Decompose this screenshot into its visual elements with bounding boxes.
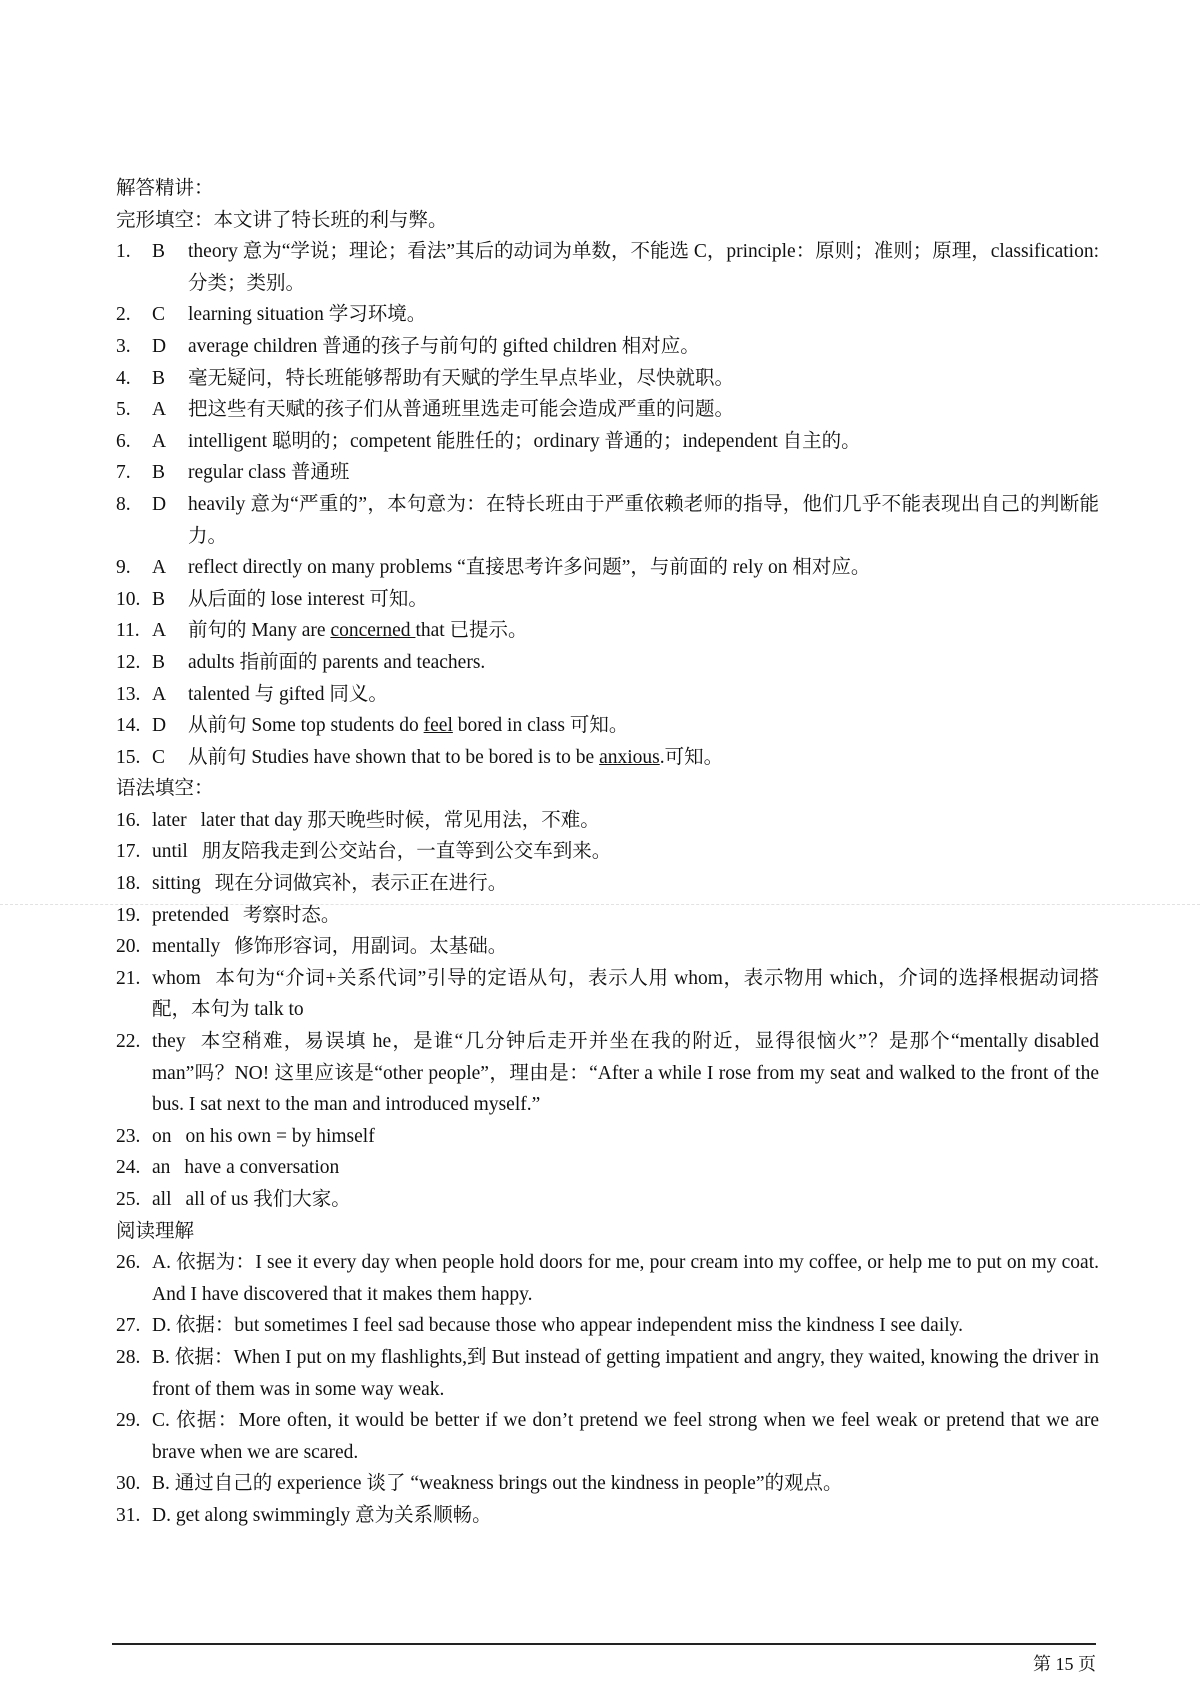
item-answer: D (152, 493, 167, 515)
grammar-item-22 (116, 1026, 1099, 1121)
item-number: 11. (116, 620, 140, 642)
item-explanation: intelligent 聪明的；competent 能胜任的；ordinary 普通的；independent 自主的。 (188, 430, 861, 452)
item-answer: B (152, 651, 166, 673)
cloze-item-2 (116, 299, 1099, 331)
item-number: 4. (116, 367, 131, 389)
item-explanation (188, 742, 1099, 774)
item-explanation (152, 1184, 1099, 1216)
item-explanation (152, 1026, 1099, 1121)
item-explanation: D. get along swimmingly 意为关系顺畅。 (152, 1504, 492, 1526)
item-explanation: 把这些有天赋的孩子们从普通班里选走可能会造成严重的问题。 (188, 399, 735, 421)
item-answer: D (152, 335, 167, 357)
item-answer: on (152, 1125, 172, 1147)
item-explanation (152, 900, 1099, 932)
item-number: 14. (116, 715, 141, 737)
item-number: 30. (116, 1473, 141, 1495)
item-explanation: A. 依据为：I see it every day when people hold doors for me, pour cream into my coffee, or help me to put on my coat. And I have discovered that it makes them happy. (152, 1252, 1099, 1305)
reading-item-26 (116, 1247, 1099, 1310)
item-answer: sitting (152, 873, 201, 895)
item-number: 20. (116, 936, 141, 958)
cloze-heading: 完形填空：本文讲了特长班的利与弊。 (116, 209, 448, 231)
cloze-item-8 (116, 489, 1099, 552)
explanation-text: 本空稍难，易误填 he，是谁“几分钟后走开并坐在我的附近，显得很恼火”？是那个“mentally disabled man”吗？NO! 这里应该是“other people”，理由是：“After a while I rose from my seat and walked to the front of the bus. I sat next to the man and introduced myself.” (152, 1031, 1099, 1116)
item-answer: C (152, 746, 166, 768)
cloze-item-14 (116, 710, 1099, 742)
section-title: 解答精讲： (116, 178, 214, 199)
item-answer: B (152, 367, 166, 389)
item-explanation: heavily 意为“严重的”，本句意为：在特长班由于严重依赖老师的指导，他们几乎不能表现出自己的判断能力。 (188, 493, 1099, 547)
item-answer: A (152, 430, 167, 452)
item-explanation (152, 963, 1099, 1026)
footer-rule (112, 1643, 1096, 1645)
item-answer: later (152, 809, 187, 831)
grammar-item-16 (116, 805, 1099, 837)
item-answer: A (152, 399, 167, 421)
item-explanation (188, 710, 1099, 742)
grammar-item-18 (116, 868, 1099, 900)
reading-item-31 (116, 1500, 1099, 1532)
explanation-text: 现在分词做宾补，表示正在进行。 (214, 873, 508, 895)
explanation-text: have a conversation (184, 1157, 340, 1179)
item-answer: all (152, 1189, 172, 1210)
item-number: 9. (116, 557, 131, 579)
item-answer: pretended (152, 904, 229, 926)
item-explanation: talented 与 gifted 同义。 (188, 683, 388, 705)
item-number: 27. (116, 1315, 141, 1337)
cloze-item-1 (116, 236, 1099, 299)
underlined-word: anxious (599, 746, 660, 768)
item-answer: B (152, 588, 166, 610)
item-number: 29. (116, 1410, 141, 1432)
item-explanation: 毫无疑问，特长班能够帮助有天赋的学生早点毕业，尽快就职。 (188, 367, 735, 389)
grammar-item-25 (116, 1184, 1099, 1216)
item-answer: an (152, 1157, 171, 1179)
item-number: 3. (116, 335, 131, 357)
item-explanation: D. 依据：but sometimes I feel sad because those who appear independent miss the kindness I see daily. (152, 1315, 964, 1337)
item-number: 24. (116, 1157, 141, 1179)
item-number: 12. (116, 651, 141, 673)
reading-list (116, 1247, 1099, 1531)
item-number: 2. (116, 304, 131, 326)
item-number: 17. (116, 841, 141, 863)
item-number: 19. (116, 904, 141, 926)
grammar-item-23 (116, 1121, 1099, 1153)
underlined-word: concerned (330, 620, 416, 642)
item-answer: mentally (152, 936, 221, 958)
cloze-item-11 (116, 615, 1099, 647)
item-explanation: learning situation 学习环境。 (188, 304, 427, 326)
item-number: 6. (116, 430, 131, 452)
item-explanation: B. 通过自己的 experience 谈了 “weakness brings out the kindness in people”的观点。 (152, 1473, 843, 1495)
grammar-item-20 (116, 931, 1099, 963)
item-explanation: regular class 普通班 (188, 462, 350, 484)
cloze-item-12 (116, 647, 1099, 679)
grammar-heading: 语法填空： (116, 778, 214, 800)
cloze-list (116, 236, 1099, 773)
explanation-text: 修饰形容词，用副词。太基础。 (234, 936, 508, 958)
item-number: 25. (116, 1189, 141, 1210)
reading-item-29 (116, 1405, 1099, 1468)
cloze-item-5 (116, 394, 1099, 426)
explanation-text: later that day 那天晚些时候，常见用法，不难。 (200, 809, 600, 831)
explanation-text: .可知。 (659, 746, 724, 768)
item-explanation: B. 依据：When I put on my flashlights,到 But instead of getting impatient and angry, they waited, knowing the driver in front of them was in some way weak. (152, 1346, 1099, 1400)
explanation-text: 从前句 Studies have shown that to be bored is to be (188, 746, 600, 768)
item-number: 15. (116, 746, 141, 768)
cloze-item-15 (116, 742, 1099, 774)
reading-heading: 阅读理解 (116, 1220, 195, 1242)
explanation-text: 前句的 Many are (188, 620, 331, 642)
reading-item-30 (116, 1468, 1099, 1500)
page-number: 第 15 页 (1033, 1654, 1096, 1674)
explanation-text: 本句为“介词+关系代词”引导的定语从句，表示人用 whom，表示物用 which，介词的选择根据动词搭配，本句为 talk to (152, 967, 1099, 1021)
item-answer: they (152, 1031, 186, 1053)
underlined-word: feel (423, 715, 453, 737)
item-number: 8. (116, 493, 131, 515)
item-number: 26. (116, 1252, 141, 1274)
item-explanation (152, 805, 1099, 837)
item-explanation (152, 1152, 1099, 1184)
grammar-item-19 (116, 900, 1099, 932)
item-number: 28. (116, 1346, 141, 1368)
item-explanation (152, 1121, 1099, 1153)
explanation-text: on his own = by himself (185, 1125, 375, 1147)
explanation-text: 考察时态。 (242, 904, 341, 926)
item-explanation (152, 931, 1099, 963)
item-number: 21. (116, 967, 141, 989)
item-explanation: C. 依据：More often, it would be better if we don’t pretend we feel strong when we feel weak or pretend that we are brave when we are scared. (152, 1410, 1099, 1463)
item-answer: A (152, 557, 167, 579)
item-explanation: theory 意为“学说；理论；看法”其后的动词为单数，不能选 C，principle：原则；准则；原理，classification:分类；类别。 (188, 241, 1099, 294)
explanation-text: that 已提示。 (415, 620, 528, 642)
item-answer: D (152, 715, 167, 737)
reading-item-27 (116, 1310, 1099, 1342)
grammar-list (116, 805, 1099, 1216)
cloze-item-13 (116, 679, 1099, 711)
grammar-item-24 (116, 1152, 1099, 1184)
grammar-item-17 (116, 836, 1099, 868)
item-explanation (188, 615, 1099, 647)
item-answer: C (152, 304, 166, 326)
item-explanation: reflect directly on many problems “直接思考许多问题”，与前面的 rely on 相对应。 (188, 557, 871, 579)
item-answer: A (152, 683, 167, 705)
item-number: 23. (116, 1125, 141, 1147)
item-explanation (152, 868, 1099, 900)
cloze-item-9 (116, 552, 1099, 584)
cloze-item-7 (116, 457, 1099, 489)
explanation-text: 从前句 Some top students do (188, 715, 424, 737)
answer-explanations (116, 173, 1099, 1532)
explanation-text: all of us 我们大家。 (185, 1189, 351, 1210)
item-answer: until (152, 841, 188, 863)
cloze-item-6 (116, 426, 1099, 458)
item-explanation (152, 836, 1099, 868)
item-explanation: adults 指前面的 parents and teachers. (188, 651, 486, 673)
item-answer: A (152, 620, 167, 642)
explanation-text: 朋友陪我走到公交站台，一直等到公交车到来。 (201, 841, 612, 863)
explanation-text: bored in class 可知。 (452, 715, 629, 737)
item-number: 31. (116, 1504, 141, 1526)
item-answer: B (152, 462, 166, 484)
cloze-item-4 (116, 363, 1099, 395)
item-number: 5. (116, 399, 131, 421)
item-number: 7. (116, 462, 131, 484)
item-answer: B (152, 241, 166, 263)
item-explanation: 从后面的 lose interest 可知。 (188, 588, 428, 610)
item-number: 22. (116, 1031, 141, 1053)
grammar-item-21 (116, 963, 1099, 1026)
item-answer: whom (152, 967, 201, 989)
cloze-item-3 (116, 331, 1099, 363)
cloze-item-10 (116, 584, 1099, 616)
item-number: 10. (116, 588, 141, 610)
item-number: 16. (116, 809, 141, 831)
reading-item-28 (116, 1342, 1099, 1405)
item-number: 1. (116, 241, 131, 263)
item-number: 18. (116, 873, 141, 895)
item-number: 13. (116, 683, 141, 705)
item-explanation: average children 普通的孩子与前句的 gifted children 相对应。 (188, 335, 700, 357)
